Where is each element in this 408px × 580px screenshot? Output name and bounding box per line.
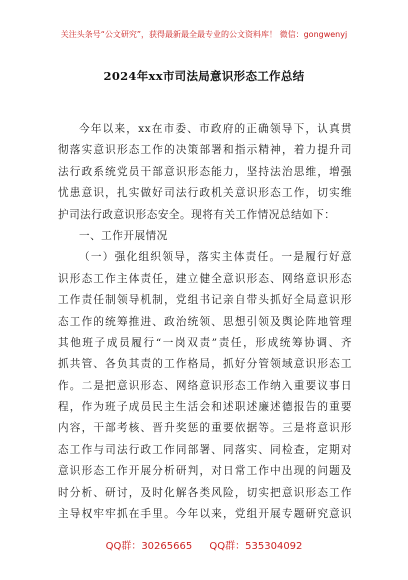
paragraph-line: 抓共管、各负其责的工作格局，抓好分管领域意识形态工 xyxy=(58,358,352,371)
paragraph-line: 法行政系统党员干部意识形态能力，坚持法治思维，增强 xyxy=(58,165,352,178)
paragraph-line: 内容，干部考核、晋升奖惩的重要依据等。三是将意识形 xyxy=(58,422,352,435)
paragraph-line: 时分析、研讨，及时化解各类风险，切实把意识形态工作 xyxy=(58,486,352,499)
paragraph-line: （一）强化组织领导，落实主体责任。一是履行好意 xyxy=(79,251,352,264)
paragraph-line: 作。二是把意识形态、网络意识形态工作纳入重要议事日 xyxy=(58,379,352,392)
top-banner: 关注头条号“公文研究”，获得最新最全最专业的公文资料库！ 微信：gongwenyj xyxy=(60,30,348,39)
paragraph-line: 态工作的统筹推进、政治统领、思想引领及舆论阵地管理 xyxy=(58,315,352,328)
paragraph-line: 护司法行政意识形态安全。现将有关工作情况总结如下： xyxy=(58,208,336,221)
section-heading: 一、工作开展情况 xyxy=(79,229,168,242)
paragraph-line: 忧患意识，扎实做好司法行政机关意识形态工作，切实维 xyxy=(58,187,352,200)
qq-group-1: QQ群：30265665 xyxy=(105,541,193,552)
qq-group-2: QQ群：535304092 xyxy=(209,541,303,552)
footer-qq-groups xyxy=(0,537,408,552)
paragraph-line: 彻落实意识形态工作的决策部署和指示精神，着力提升司 xyxy=(58,144,352,157)
paragraph-line: 其他班子成员履行“一岗双责”责任，形成统筹协调、齐 xyxy=(58,336,352,349)
paragraph-line: 工作责任制领导机制，党组书记亲自带头抓好全局意识形 xyxy=(58,294,352,307)
paragraph-line: 主导权牢牢抓在手里。今年以来，党组开展专题研究意识 xyxy=(58,508,352,521)
document-body xyxy=(58,119,352,525)
paragraph-line: 识形态工作主体责任，建立健全意识形态、网络意识形态 xyxy=(58,272,352,285)
document-title: 2024年xx市司法局意识形态工作总结 xyxy=(103,69,305,83)
paragraph-line: 今年以来，xx在市委、市政府的正确领导下，认真贯 xyxy=(79,123,352,135)
paragraph-line: 意识形态工作开展分析研判，对日常工作中出现的问题及 xyxy=(58,465,352,478)
paragraph-line: 态工作与司法行政工作同部署、同落实、同检查，定期对 xyxy=(58,443,352,456)
paragraph-line: 程，作为班子成员民主生活会和述职述廉述德报告的重要 xyxy=(58,401,352,414)
